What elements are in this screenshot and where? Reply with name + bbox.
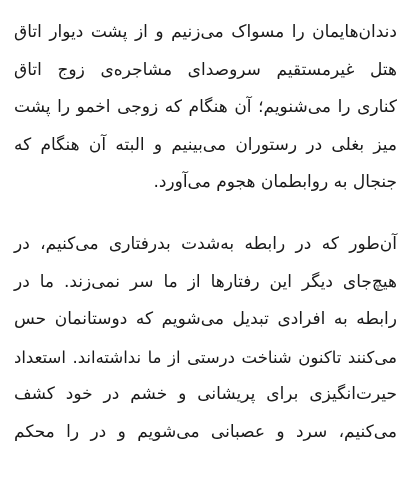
paragraph-2	[14, 226, 397, 451]
paragraph-1	[14, 14, 397, 202]
paragraph-line: هتل غیرمستقیم سروصدای مشاجره‌ی زوج اتاق	[14, 59, 397, 80]
paragraph-line: میز بغلی در رستوران می‌بینیم و البته آن هنگام که	[14, 134, 397, 155]
paragraph-line: می‌کنند تاکنون شناخت درستی از ما نداشته‌اند. استعداد	[14, 347, 397, 367]
paragraph-line: کناری را می‌شنویم؛ آن هنگام که زوجی اخمو را پشت	[14, 97, 397, 117]
paragraph-line: می‌کنیم، سرد و عصبانی می‌شویم و در را محکم	[14, 421, 397, 442]
paragraph-line: دندان‌هایمان را مسواک می‌زنیم و از پشت دیوار اتاق	[14, 22, 397, 42]
paragraph-line: هیچ‌جای دیگر این رفتارها از ما سر نمی‌زند. ما در	[14, 271, 397, 292]
paragraph-line: جنجال به روابطمان هجوم می‌آورد.	[153, 172, 397, 192]
paragraph-line: رابطه به افرادی تبدیل می‌شویم که دوستانمان حس	[14, 309, 397, 329]
paragraph-line: حیرت‌انگیزی برای پریشانی و خشم در خود کشف	[14, 384, 397, 404]
paragraph-line: آن‌طور که در رابطه به‌شدت بدرفتاری می‌کنیم، در	[14, 234, 397, 254]
